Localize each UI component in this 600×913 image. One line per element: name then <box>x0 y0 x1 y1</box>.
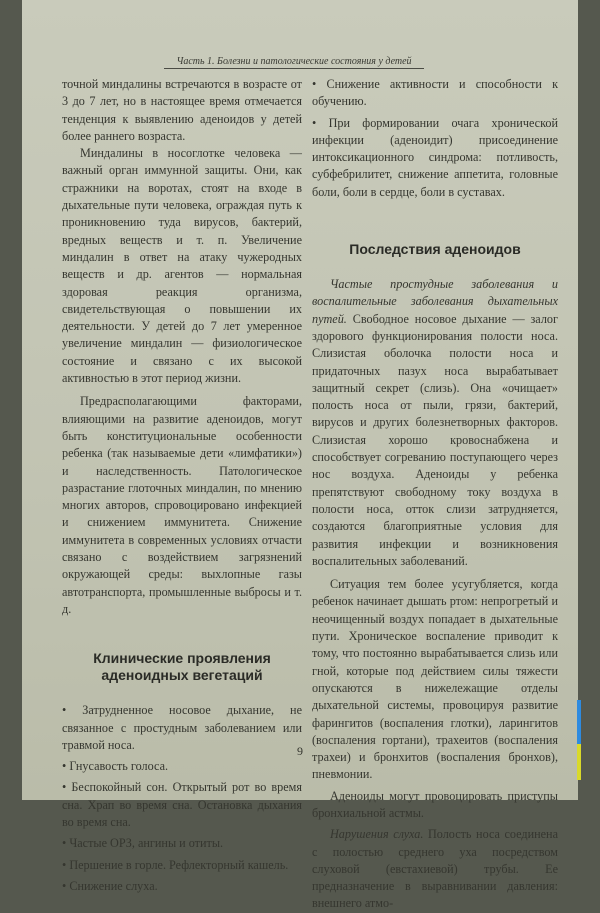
edge-color-tab <box>577 700 581 780</box>
paragraph: Миндалины в носоглотке человека — важный орган иммунной защиты. Они, как стражники на воротах, стоят на входе в дыхательные пути человека, ограждая путь к проникновению туда вирусов, бактерий, вредных веществ и т. п. Увеличение миндалин в ответ на атаку чужеродных веществ и др. агентов — нормальная здоровая реакция организма, свидетельствующая о повышении их деятельности. У детей до 7 лет умеренное увеличение миндалин — физиологическое состояние и связано с их высокой активностью в этот период жизни. <box>62 146 302 386</box>
paragraph-text: Полость носа соединена с полостью среднего уха посредством слуховой (евстахиевой) трубы. Ее предназначение в выравнивании давления: внешнего атмо- <box>312 827 558 911</box>
paragraph: Аденоиды могут провоцировать приступы бронхиальной астмы. <box>312 788 558 820</box>
left-column <box>62 76 302 899</box>
paragraph-text: Свободное носовое дыхание — залог здорового функционирования полости носа. Слизистая оболочка полости носа и придаточных пазух носа вырабатывает защитный секрет (слизь). Она «очищает» полость носа от пыли, грязи, бактерий, вирусов и других болезнетворных факторов. Слизистая хорошо кровоснабжена и способствует согреванию поступающего через нос воздуха. Аденоиды у ребенка препятствуют свободному току воздуха в полости носа, отток слизи затрудняется, создаются благоприятные условия для развития инфекции и возникновения воспалительных заболеваний. <box>312 311 558 568</box>
section-heading <box>62 650 302 684</box>
right-column <box>312 76 558 913</box>
page-number: 9 <box>297 744 303 758</box>
paragraph <box>312 276 558 570</box>
paragraph <box>312 826 558 912</box>
paragraph: Ситуация тем более усугубляется, когда ребенок начинает дышать ртом: непрогретый и неочищенный воздух попадает в дыхательные пути. Хроническое воспаление приводит к тому, что постоянно вырабатывается слизь или гной, которые под действием силы тяжести опускаются в нижележащие отделы дыхательной системы, провоцируя развитие фарингитов (воспаления глотки), ларингитов (воспаления гортани), трахеитов (воспаления трахеи) и бронхитов (воспаления бронхов), пневмонии. <box>312 577 558 782</box>
section-heading: Последствия аденоидов <box>349 241 521 258</box>
list-item: • При формировании очага хронической инфекции (аденоидит) присоединение интоксикационного синдрома: потливость, субфебрилитет, снижение аппетита, головные боли, боли в сердце, боли в суставах. <box>312 115 558 201</box>
list-item: • Снижение активности и способности к обучению. <box>312 76 558 111</box>
symptom-list <box>62 702 302 895</box>
list-item: • Гнусавость голоса. <box>62 758 302 775</box>
list-item: • Першение в горле. Рефлекторный кашель. <box>62 857 302 874</box>
list-item: • Затрудненное носовое дыхание, не связанное с простудным заболеванием или травмой носа. <box>62 702 302 754</box>
italic-lead: Частые простудные заболевания и воспалительные заболевания дыхательных путей. <box>312 277 558 326</box>
heading-line: аденоидных вегетаций <box>101 667 263 684</box>
list-item: • Частые ОРЗ, ангины и отиты. <box>62 835 302 852</box>
paragraph: Предрасполагающими факторами, влияющими на развитие аденоидов, могут быть конституциональные особенности ребенка (так называемые дети «лимфатики») и наследственность. Патологическое разрастание глоточных миндалин, по мнению многих авторов, спровоцировано инфекцией и снижением иммунитета. Снижение иммунитета в современных условиях отчасти связано с воздействием загрязнений окружающей среды: выхлопные газы автотранспорта, промышленные выбросы и т. д. <box>62 394 302 616</box>
italic-lead: Нарушения слуха. <box>330 827 424 842</box>
paragraph: точной миндалины встречаются в возрасте от 3 до 7 лет, но в настоящее время отмечается тенденция к выявлению аденоидов у детей более раннего возраста. <box>62 77 302 143</box>
list-item: • Снижение слуха. <box>62 878 302 895</box>
list-item: • Беспокойный сон. Открытый рот во время сна. Храп во время сна. Остановка дыхания во время сна. <box>62 779 302 831</box>
symptom-list-continued <box>312 76 558 201</box>
heading-line: Клинические проявления <box>93 650 271 667</box>
running-head: Часть 1. Болезни и патологические состояния у детей <box>164 56 424 69</box>
book-page <box>22 0 578 911</box>
